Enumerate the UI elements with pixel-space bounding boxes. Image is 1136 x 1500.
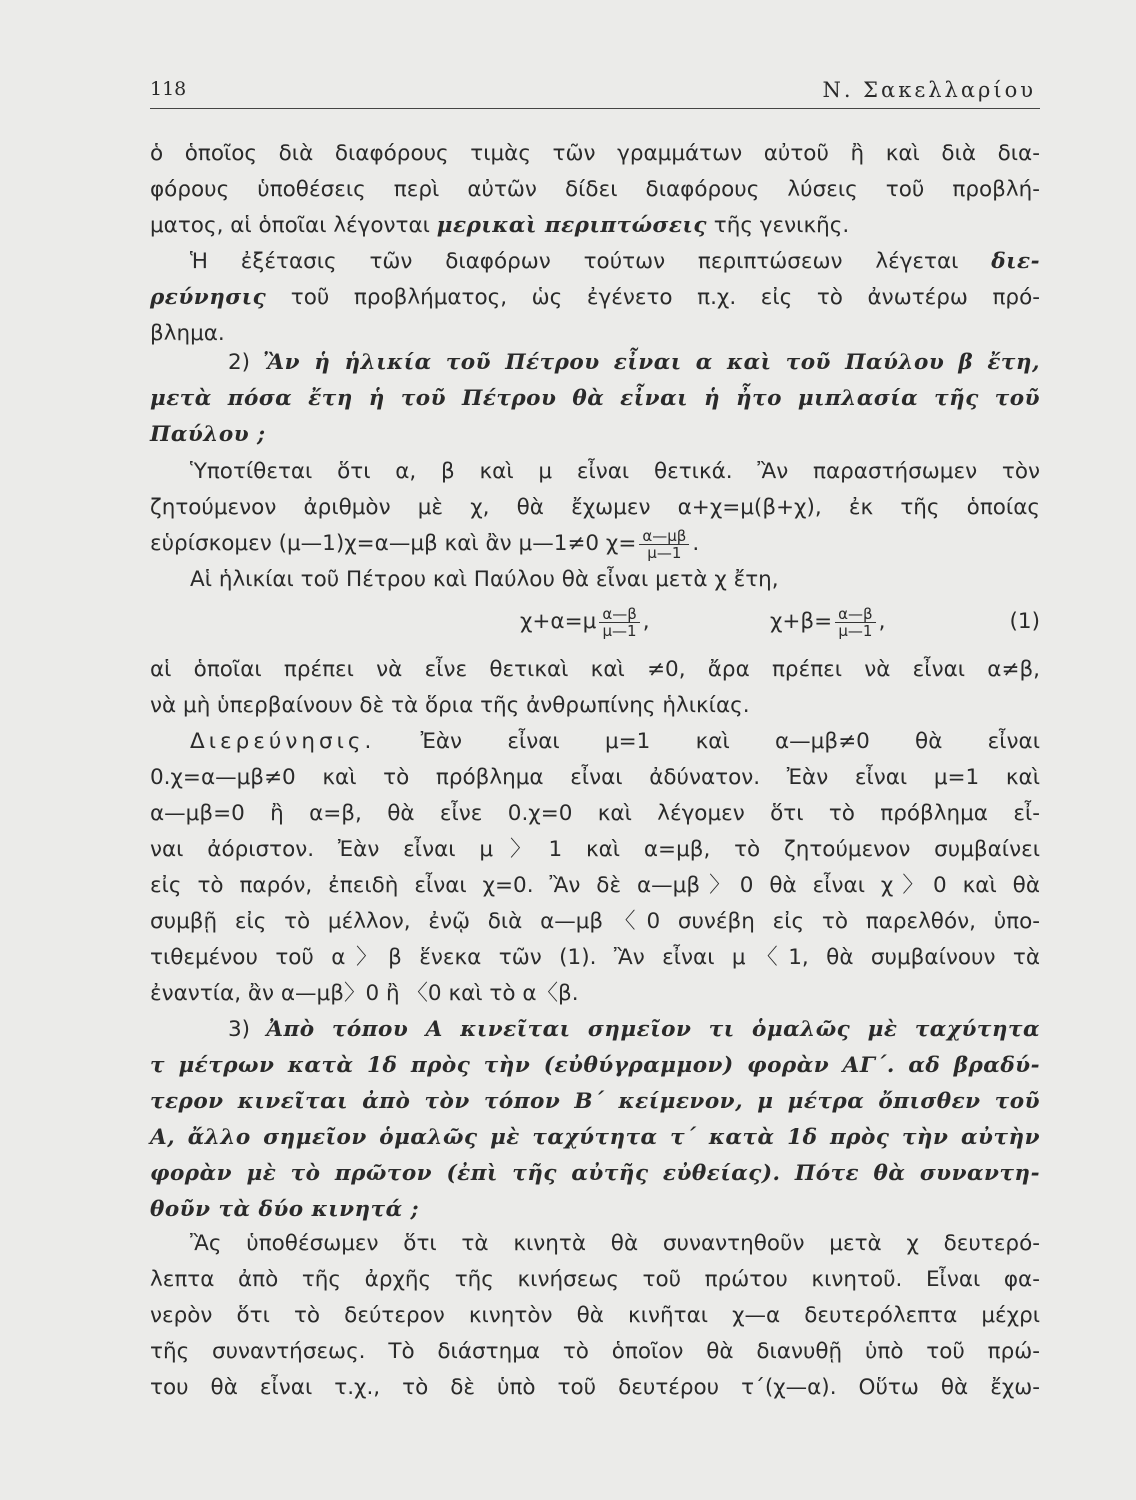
text-line: ρεύνησις τοῦ προβλήματος, ὡς ἐγένετο π.χ. εἰς τὸ ἀνωτέρω πρό- [150, 285, 1040, 310]
spaced-heading: Διερεύνησις. [190, 729, 376, 754]
text-line: αἱ ὁποῖαι πρέπει νὰ εἶνε θετικαὶ καὶ ≠0, ἄρα πρέπει νὰ εἶναι α≠β, [150, 657, 1040, 682]
equation-1: χ+α=μ $\frac{\alpha—\beta}{\mu—1}$ , [520, 604, 650, 640]
equation-2: χ+β= $\frac{\alpha—\beta}{\mu—1}$ , [770, 604, 886, 640]
equation-line [150, 604, 1040, 648]
text-line: φόρους ὑποθέσεις περὶ αὐτῶν δίδει διαφόρους λύσεις τοῦ προβλή- [150, 177, 1040, 202]
page-header [150, 78, 1040, 109]
discussion-line: Διερεύνησις. Ἐὰν εἶναι μ=1 καὶ α—μβ≠0 θὰ εἶναι [190, 729, 1040, 754]
text-line: εἰς τὸ παρόν, ἐπειδὴ εἶναι χ=0. Ἂν δὲ α—μβ〉0 θὰ εἶναι χ〉0 καὶ θὰ [150, 873, 1040, 898]
running-head: Ν. Σακελλαρίου [822, 78, 1036, 102]
problem-3-line: θοῦν τὰ δύο κινητά ; [150, 1197, 420, 1222]
text-line: α—μβ=0 ἢ α=β, θὰ εἶνε 0.χ=0 καὶ λέγομεν ὅτι τὸ πρόβλημα εἶ- [150, 801, 1040, 826]
fraction: $\frac{\alpha—\mu\beta}{\mu—1}$ [639, 528, 689, 561]
text-line: νὰ μὴ ὑπερβαίνουν δὲ τὰ ὅρια τῆς ἀνθρωπίνης ἡλικίας. [150, 693, 750, 718]
problem-3-line: τερον κινεῖται ἀπὸ τὸν τόπον Β΄ κείμενον, μ μέτρα ὄπισθεν τοῦ [150, 1089, 1040, 1114]
problem-2-line: Παύλου ; [150, 422, 266, 447]
problem-2-line: 2) Ἂν ἡ ἡλικία τοῦ Πέτρου εἶναι α καὶ τοῦ Παύλου β ἔτη, [228, 350, 1040, 375]
text-line: Ἂς ὑποθέσωμεν ὅτι τὰ κινητὰ θὰ συναντηθοῦν μετὰ χ δευτερό- [190, 1231, 1040, 1256]
text-line: Ἡ ἐξέτασις τῶν διαφόρων τούτων περιπτώσεων λέγεται διε- [190, 249, 1040, 274]
text-line: τῆς συναντήσεως. Τὸ διάστημα τὸ ὁποῖον θὰ διανυθῇ ὑπὸ τοῦ πρώ- [150, 1339, 1040, 1364]
text-line: τιθεμένου τοῦ α〉β ἕνεκα τῶν (1). Ἂν εἶναι μ〈1, θὰ συμβαίνουν τὰ [150, 945, 1040, 970]
text-line: Αἱ ἡλικίαι τοῦ Πέτρου καὶ Παύλου θὰ εἶναι μετὰ χ ἔτη, [190, 567, 779, 592]
problem-3-line: 3) Ἀπὸ τόπου Α κινεῖται σημεῖον τι ὁμαλῶς μὲ ταχύτητα [228, 1017, 1041, 1042]
italic-term: ρεύνησις [150, 285, 267, 310]
text-line: ματος, αἱ ὁποῖαι λέγονται μερικαὶ περιπτώσεις τῆς γενικῆς. [150, 213, 850, 238]
problem-3-line: φορὰν μὲ τὸ πρῶτον (ἐπὶ τῆς αὐτῆς εὐθείας). Πότε θὰ συναντη- [150, 1161, 1040, 1186]
text-line: συμβῇ εἰς τὸ μέλλον, ἐνῷ διὰ α—μβ〈0 συνέβη εἰς τὸ παρελθόν, ὑπο- [150, 909, 1040, 934]
text-line: βλημα. [150, 321, 225, 346]
equation-label: (1) [1009, 609, 1040, 634]
text-line: ζητούμενον ἀριθμὸν μὲ χ, θὰ ἔχωμεν α+χ=μ(β+χ), ἐκ τῆς ὁποίας [150, 495, 1040, 520]
text-line: 0.χ=α—μβ≠0 καὶ τὸ πρόβλημα εἶναι ἀδύνατον. Ἐὰν εἶναι μ=1 καὶ [150, 765, 1040, 790]
page-number: 118 [150, 78, 187, 100]
text-line: του θὰ εἶναι τ.χ., τὸ δὲ ὑπὸ τοῦ δευτέρου τ΄(χ—α). Οὕτω θὰ ἔχω- [150, 1375, 1040, 1400]
problem-3-line: τ μέτρων κατὰ 1δ πρὸς τὴν (εὐθύγραμμον) φορὰν ΑΓ΄. αδ βραδύ- [150, 1053, 1040, 1078]
text-line: ναι ἀόριστον. Ἐὰν εἶναι μ〉1 καὶ α=μβ, τὸ ζητούμενον συμβαίνει [150, 837, 1040, 862]
problem-2-line: μετὰ πόσα ἔτη ἡ τοῦ Πέτρου θὰ εἶναι ἡ ἦτο μιπλασία τῆς τοῦ [150, 386, 1040, 411]
text-line: ὁ ὁποῖος διὰ διαφόρους τιμὰς τῶν γραμμάτων αὐτοῦ ἢ καὶ διὰ δια- [150, 141, 1040, 166]
problem-3-line: Α, ἄλλο σημεῖον ὁμαλῶς μὲ ταχύτητα τ΄ κατὰ 1δ πρὸς τὴν αὐτὴν [150, 1125, 1040, 1150]
text-line: λεπτα ἀπὸ τῆς ἀρχῆς τῆς κινήσεως τοῦ πρώτου κινητοῦ. Εἶναι φα- [150, 1267, 1040, 1292]
text-line: νερὸν ὅτι τὸ δεύτερον κινητὸν θὰ κινῆται χ—α δευτερόλεπτα μέχρι [150, 1303, 1040, 1328]
text-line: ἐναντία, ἂν α—μβ〉0 ἢ 〈0 καὶ τὸ α〈β. [150, 981, 579, 1006]
text-line: εὑρίσκομεν (μ—1)χ=α—μβ καὶ ἂν μ—1≠0 χ= $\frac{\alpha—\mu\beta}{\mu—1}$ . [150, 526, 700, 562]
italic-term: μερικαὶ περιπτώσεις [436, 213, 707, 238]
italic-term: διε- [991, 249, 1040, 274]
text-line: Ὑποτίθεται ὅτι α, β καὶ μ εἶναι θετικά. Ἂν παραστήσωμεν τὸν [190, 459, 1040, 484]
